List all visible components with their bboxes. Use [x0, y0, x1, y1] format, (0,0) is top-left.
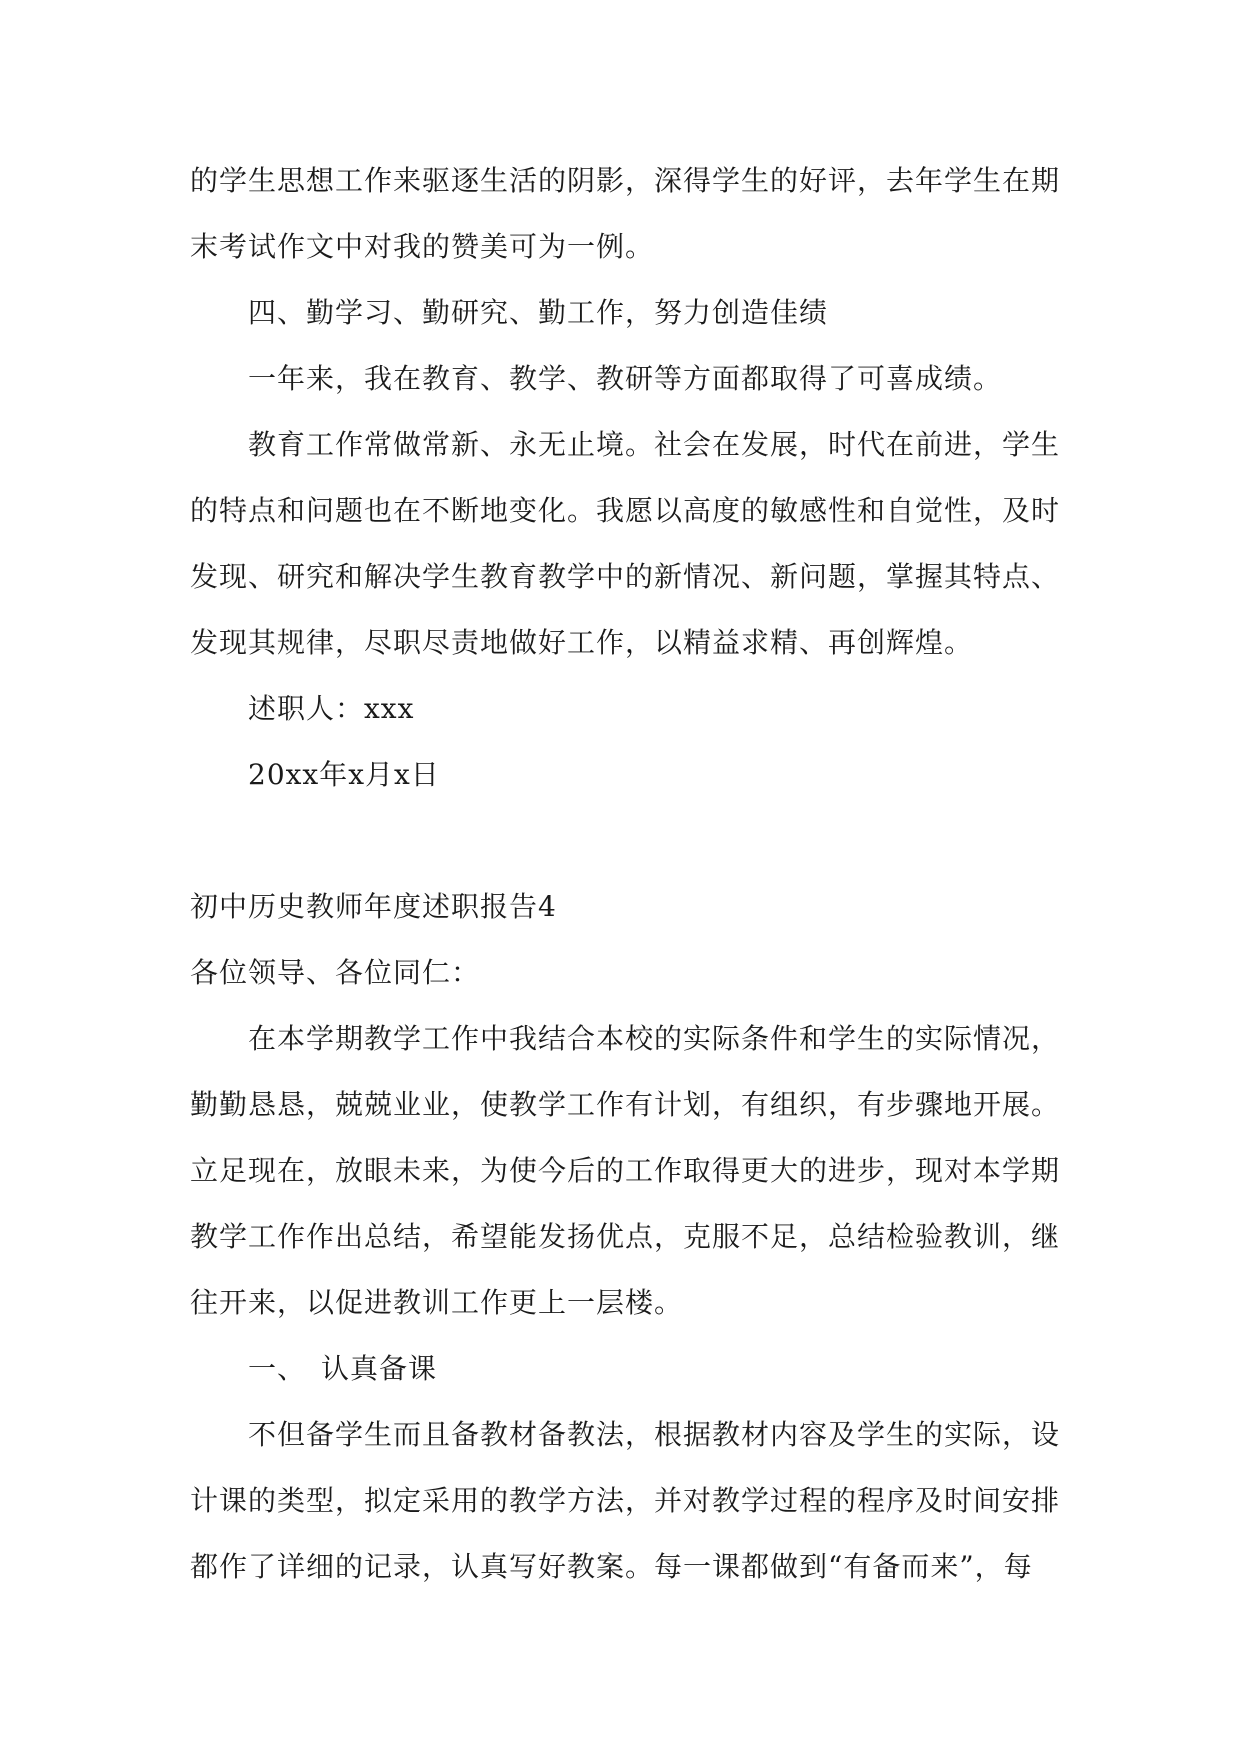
signature-line: 述职人：xxx — [248, 692, 415, 725]
date-line: 20xx年x月x日 — [248, 758, 440, 791]
paragraph-preparation: 不但备学生而且备教材备教法，根据教材内容及学生的实际，设计课的类型，拟定采用的教学方法，并对教学过程的程序及时间安排都作了详细的记录，认真写好教案。每一课都做到“有备而来”，每 — [190, 1418, 1061, 1583]
paragraph-continuation: 的学生思想工作来驱逐生活的阴影，深得学生的好评，去年学生在期末考试作文中对我的赞美可为一例。 — [190, 164, 1061, 263]
report-title: 初中历史教师年度述职报告4 — [190, 890, 557, 923]
heading-section-one: 一、 认真备课 — [248, 1352, 438, 1385]
heading-section-four: 四、勤学习、勤研究、勤工作，努力创造佳绩 — [248, 296, 829, 329]
paragraph-achievements: 一年来，我在教育、教学、教研等方面都取得了可喜成绩。 — [248, 362, 1003, 395]
salutation: 各位领导、各位同仁： — [190, 956, 481, 989]
paragraph-intro: 在本学期教学工作中我结合本校的实际条件和学生的实际情况，勤勤恳恳，兢兢业业，使教学工作有计划，有组织，有步骤地开展。立足现在，放眼未来，为使今后的工作取得更大的进步，现对本学期教学工作作出总结，希望能发扬优点，克服不足，总结检验教训，继往开来，以促进教训工作更上一层楼。 — [190, 1022, 1061, 1319]
paragraph-closing: 教育工作常做常新、永无止境。社会在发展，时代在前进，学生的特点和问题也在不断地变化。我愿以高度的敏感性和自觉性，及时发现、研究和解决学生教育教学中的新情况、新问题，掌握其特点、发现其规律，尽职尽责地做好工作，以精益求精、再创辉煌。 — [190, 428, 1061, 659]
